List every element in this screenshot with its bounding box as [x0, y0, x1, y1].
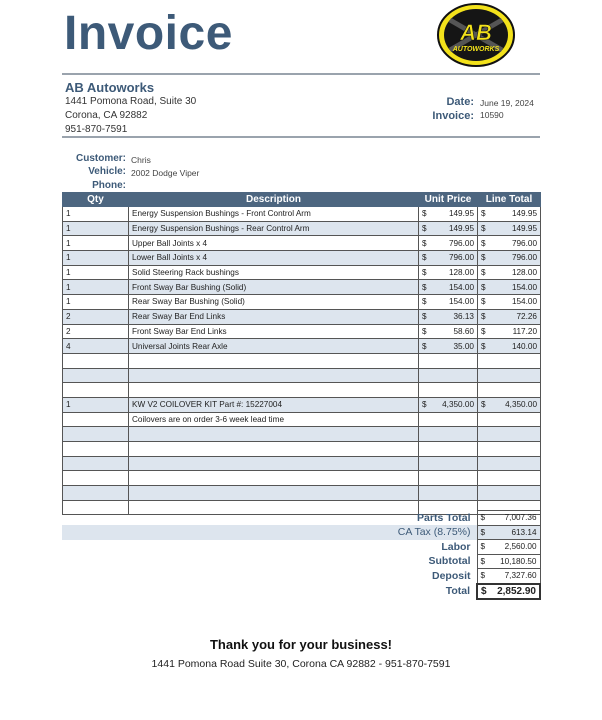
row-description [129, 383, 419, 398]
row-unit-price: $ 154.00 [419, 295, 478, 310]
customer-name: Chris [131, 155, 151, 165]
totals-row [62, 525, 540, 540]
totals-label: Labor [441, 540, 471, 553]
currency-symbol: $ [481, 268, 486, 278]
row-unit-price: $ 35.00 [419, 339, 478, 354]
row-description [129, 353, 419, 368]
table-row [63, 353, 541, 368]
row-description: Front Sway Bar End Links [129, 324, 419, 339]
row-line-total: $ 149.95 [478, 207, 541, 222]
footer-contact: 1441 Pomona Road Suite 30, Corona CA 92882 - 951-870-7591 [151, 658, 451, 670]
totals-value: $ 7,007.36 [477, 511, 540, 526]
row-line-total [478, 412, 541, 427]
row-unit-price [419, 442, 478, 457]
row-qty: 1 [63, 207, 129, 222]
date-label: Date: [446, 96, 474, 108]
row-description: Upper Ball Joints x 4 [129, 236, 419, 251]
currency-symbol: $ [481, 253, 486, 263]
table-row [63, 251, 541, 266]
row-line-total [478, 456, 541, 471]
row-line-total: $ 154.00 [478, 280, 541, 295]
table-row [63, 486, 541, 501]
row-qty [63, 412, 129, 427]
row-qty [63, 442, 129, 457]
top-divider [62, 73, 540, 75]
row-description [129, 486, 419, 501]
row-qty: 1 [63, 265, 129, 280]
table-row [63, 471, 541, 486]
row-description [129, 442, 419, 457]
currency-symbol: $ [422, 297, 427, 307]
header-line-total: Line Total [478, 193, 541, 207]
row-qty [63, 456, 129, 471]
totals-label: Subtotal [428, 555, 471, 568]
header-unit-price: Unit Price [419, 193, 478, 207]
table-row [63, 442, 541, 457]
row-description [129, 471, 419, 486]
currency-symbol: $ [422, 268, 427, 278]
row-line-total: $ 117.20 [478, 324, 541, 339]
table-row [63, 368, 541, 383]
row-description: Energy Suspension Bushings - Front Control Arm [129, 207, 419, 222]
currency-symbol: $ [481, 326, 486, 336]
row-qty [63, 486, 129, 501]
currency-symbol: $ [481, 282, 486, 292]
row-description: Rear Sway Bar End Links [129, 309, 419, 324]
totals-row [62, 540, 540, 555]
row-description: Energy Suspension Bushings - Rear Control Arm [129, 221, 419, 236]
currency-symbol: $ [481, 209, 486, 219]
row-unit-price [419, 471, 478, 486]
currency-symbol: $ [422, 312, 427, 322]
row-qty: 4 [63, 339, 129, 354]
row-qty: 1 [63, 251, 129, 266]
row-line-total [478, 383, 541, 398]
row-line-total: $ 149.95 [478, 221, 541, 236]
logo-subtext: AUTOWORKS [452, 46, 500, 53]
row-description: KW V2 COILOVER KIT Part #: 15227004 [129, 397, 419, 412]
header-description: Description [129, 193, 419, 207]
row-description: Rear Sway Bar Bushing (Solid) [129, 295, 419, 310]
row-unit-price [419, 412, 478, 427]
row-qty: 1 [63, 280, 129, 295]
row-qty: 2 [63, 324, 129, 339]
thank-you-message: Thank you for your business! [209, 637, 393, 652]
row-description: Universal Joints Rear Axle [129, 339, 419, 354]
totals-value: $ 2,852.90 [477, 584, 540, 600]
currency-symbol: $ [480, 556, 486, 566]
currency-symbol: $ [422, 224, 427, 234]
row-unit-price: $ 149.95 [419, 221, 478, 236]
row-line-total [478, 471, 541, 486]
currency-symbol: $ [481, 238, 486, 248]
row-qty: 1 [63, 236, 129, 251]
company-address-line1: 1441 Pomona Road, Suite 30 [65, 96, 197, 107]
table-row [63, 397, 541, 412]
currency-symbol: $ [422, 209, 427, 219]
table-row [63, 339, 541, 354]
row-qty [63, 471, 129, 486]
row-unit-price [419, 368, 478, 383]
currency-symbol: $ [481, 341, 486, 351]
row-unit-price: $ 36.13 [419, 309, 478, 324]
table-row [63, 265, 541, 280]
company-phone: 951-870-7591 [65, 124, 128, 135]
currency-symbol: $ [480, 513, 486, 523]
table-row [63, 456, 541, 471]
currency-symbol: $ [422, 326, 427, 336]
currency-symbol: $ [422, 341, 427, 351]
currency-symbol: $ [481, 585, 487, 597]
table-row [63, 309, 541, 324]
row-description: Solid Steering Rack bushings [129, 265, 419, 280]
company-address-line2: Corona, CA 92882 [65, 110, 148, 121]
header-qty: Qty [63, 193, 129, 207]
currency-symbol: $ [480, 542, 486, 552]
totals-label: Deposit [431, 570, 471, 582]
currency-symbol: $ [422, 400, 427, 410]
totals-label: Total [445, 585, 470, 598]
row-qty: 1 [63, 221, 129, 236]
table-row [63, 383, 541, 398]
row-unit-price: $ 58.60 [419, 324, 478, 339]
logo-letters: AB [460, 20, 492, 45]
row-line-total: $ 796.00 [478, 251, 541, 266]
table-row [63, 324, 541, 339]
table-row [63, 236, 541, 251]
row-description: Coilovers are on order 3-6 week lead time [129, 412, 419, 427]
totals-row [62, 511, 540, 526]
row-unit-price: $ 4,350.00 [419, 397, 478, 412]
invoice-date: June 19, 2024 [480, 98, 534, 108]
currency-symbol: $ [422, 282, 427, 292]
table-row [63, 207, 541, 222]
line-items-table [62, 192, 541, 515]
row-qty [63, 353, 129, 368]
row-line-total: $ 140.00 [478, 339, 541, 354]
row-description: Lower Ball Joints x 4 [129, 251, 419, 266]
mid-divider [62, 136, 540, 138]
currency-symbol: $ [481, 312, 486, 322]
row-qty: 1 [63, 295, 129, 310]
row-unit-price [419, 383, 478, 398]
table-row [63, 412, 541, 427]
row-line-total: $ 72.26 [478, 309, 541, 324]
row-line-total [478, 442, 541, 457]
row-unit-price: $ 796.00 [419, 236, 478, 251]
ab-autoworks-logo [436, 2, 516, 68]
row-unit-price [419, 486, 478, 501]
row-unit-price [419, 353, 478, 368]
table-row [63, 295, 541, 310]
currency-symbol: $ [480, 571, 486, 581]
invoice-title: Invoice [64, 7, 233, 60]
row-line-total: $ 4,350.00 [478, 397, 541, 412]
table-row [63, 427, 541, 442]
totals-value: $ 10,180.50 [477, 554, 540, 569]
vehicle-label: Vehicle: [88, 166, 126, 177]
currency-symbol: $ [422, 253, 427, 263]
phone-label: Phone: [92, 180, 126, 191]
invoice-number-label: Invoice: [432, 110, 474, 122]
totals-row [62, 584, 540, 600]
currency-symbol: $ [481, 297, 486, 307]
totals-label: Parts Total [417, 511, 471, 524]
row-unit-price: $ 154.00 [419, 280, 478, 295]
totals-value: $ 7,327.60 [477, 569, 540, 584]
totals-value: $ 2,560.00 [477, 540, 540, 555]
totals-row [62, 569, 540, 584]
totals-table [62, 510, 541, 600]
row-unit-price: $ 149.95 [419, 207, 478, 222]
row-unit-price [419, 456, 478, 471]
row-unit-price: $ 796.00 [419, 251, 478, 266]
row-qty: 1 [63, 397, 129, 412]
row-unit-price: $ 128.00 [419, 265, 478, 280]
row-qty [63, 383, 129, 398]
totals-value: $ 613.14 [477, 525, 540, 540]
row-qty [63, 427, 129, 442]
row-line-total [478, 486, 541, 501]
row-description [129, 427, 419, 442]
row-line-total: $ 128.00 [478, 265, 541, 280]
vehicle-value: 2002 Dodge Viper [131, 168, 200, 178]
currency-symbol: $ [422, 238, 427, 248]
company-name: AB Autoworks [65, 80, 155, 95]
table-row [63, 221, 541, 236]
table-row [63, 280, 541, 295]
row-line-total [478, 427, 541, 442]
row-description [129, 368, 419, 383]
row-line-total [478, 368, 541, 383]
table-header-row [63, 193, 541, 207]
row-line-total: $ 154.00 [478, 295, 541, 310]
currency-symbol: $ [480, 527, 486, 537]
row-unit-price [419, 427, 478, 442]
invoice-number: 10590 [480, 110, 504, 120]
currency-symbol: $ [481, 400, 486, 410]
row-description: Front Sway Bar Bushing (Solid) [129, 280, 419, 295]
totals-label: CA Tax (8.75%) [62, 525, 477, 540]
row-description [129, 456, 419, 471]
row-qty [63, 368, 129, 383]
currency-symbol: $ [481, 224, 486, 234]
totals-row [62, 554, 540, 569]
row-line-total [478, 353, 541, 368]
row-line-total: $ 796.00 [478, 236, 541, 251]
customer-label: Customer: [75, 153, 126, 164]
row-qty: 2 [63, 309, 129, 324]
